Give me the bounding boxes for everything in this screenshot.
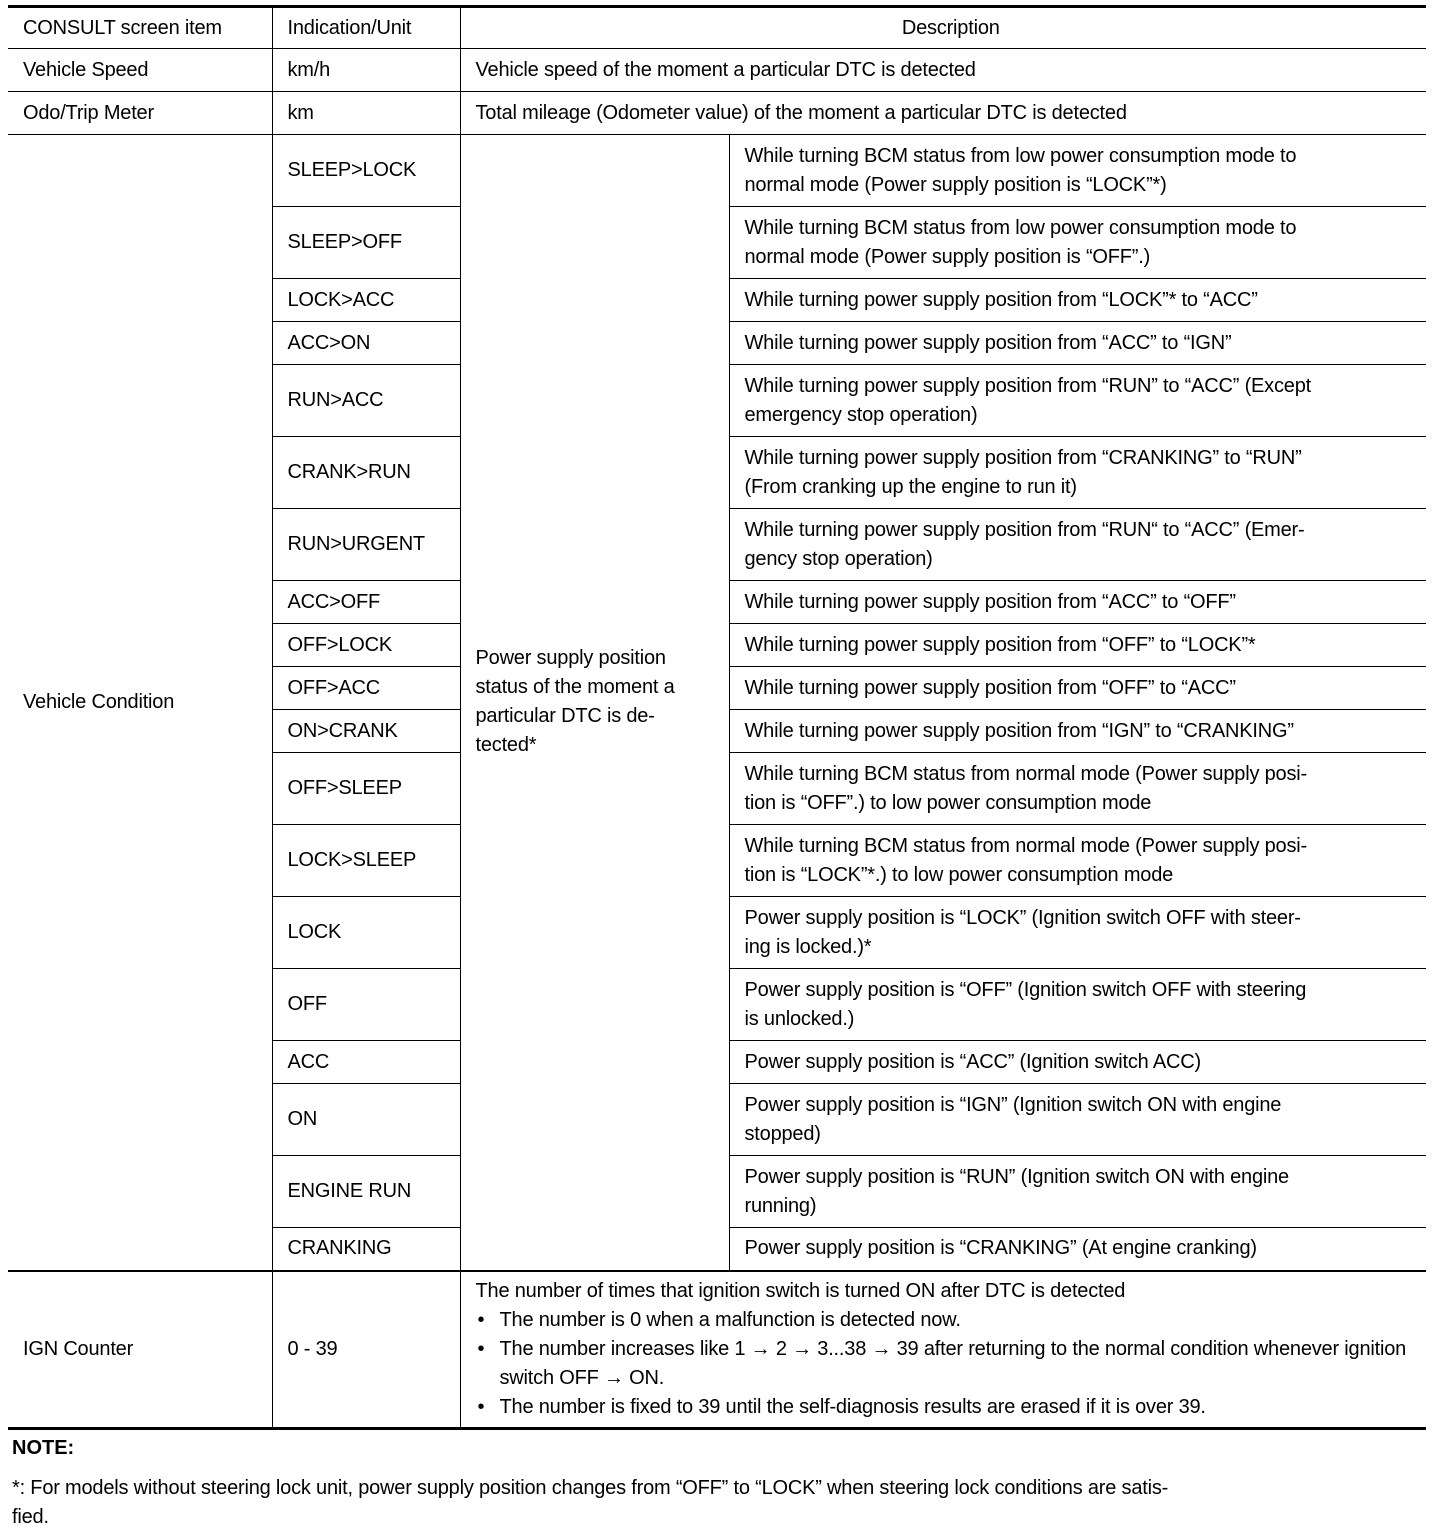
bullet-item: • The number increases like 1 → 2 → 3...38 → 39 after returning to the normal condition whenever ignition switch OFF → ON. bbox=[476, 1335, 1427, 1393]
unit-cell: RUN>ACC bbox=[272, 365, 460, 437]
unit-cell: OFF>ACC bbox=[272, 667, 460, 710]
description-cell bbox=[460, 1271, 1426, 1429]
description-cell: While turning BCM status from normal mode (Power supply posi- tion is “OFF”.) to low power consumption mode bbox=[729, 753, 1426, 825]
description-cell: Power supply position is “OFF” (Ignition switch OFF with steering is unlocked.) bbox=[729, 969, 1426, 1041]
description-cell: While turning power supply position from “RUN“ to “ACC” (Emer- gency stop operation) bbox=[729, 509, 1426, 581]
description-cell: While turning BCM status from normal mode (Power supply posi- tion is “LOCK”*.) to low power consumption mode bbox=[729, 825, 1426, 897]
ign-counter-row bbox=[8, 1271, 1426, 1429]
unit-cell: SLEEP>LOCK bbox=[272, 135, 460, 207]
bullet-item: • The number is 0 when a malfunction is detected now. bbox=[476, 1306, 1427, 1335]
description-cell: While turning power supply position from “CRANKING” to “RUN” (From cranking up the engine to run it) bbox=[729, 437, 1426, 509]
vehicle-condition-row bbox=[8, 135, 1426, 207]
description-cell: While turning power supply position from “OFF” to “ACC” bbox=[729, 667, 1426, 710]
description-cell: Power supply position is “ACC” (Ignition switch ACC) bbox=[729, 1041, 1426, 1084]
unit-cell: OFF bbox=[272, 969, 460, 1041]
description-cell: Power supply position is “CRANKING” (At engine cranking) bbox=[729, 1228, 1426, 1271]
summary-cell: Power supply position status of the moment a particular DTC is de- tected* bbox=[460, 135, 729, 1271]
description-cell: While turning power supply position from “RUN” to “ACC” (Except emergency stop operation) bbox=[729, 365, 1426, 437]
unit-cell: ACC>OFF bbox=[272, 581, 460, 624]
description-cell: Vehicle speed of the moment a particular DTC is detected bbox=[460, 49, 1426, 92]
unit-cell: ACC>ON bbox=[272, 322, 460, 365]
table-row bbox=[8, 92, 1426, 135]
note-text: *: For models without steering lock unit, power supply position changes from “OFF” to “LOCK” when steering lock conditions are satis- fied. bbox=[12, 1477, 1169, 1528]
ign-intro: The number of times that ignition switch is turned ON after DTC is detected bbox=[475, 1279, 1126, 1302]
header-unit: Indication/Unit bbox=[272, 7, 460, 49]
description-cell: Power supply position is “RUN” (Ignition switch ON with engine running) bbox=[729, 1156, 1426, 1228]
unit-cell: LOCK>SLEEP bbox=[272, 825, 460, 897]
unit-cell: ACC bbox=[272, 1041, 460, 1084]
item-cell: Odo/Trip Meter bbox=[8, 92, 272, 135]
unit-cell: ON>CRANK bbox=[272, 710, 460, 753]
description-cell: Power supply position is “IGN” (Ignition switch ON with engine stopped) bbox=[729, 1084, 1426, 1156]
item-cell: Vehicle Speed bbox=[8, 49, 272, 92]
table-row bbox=[8, 49, 1426, 92]
description-cell: Power supply position is “LOCK” (Ignition switch OFF with steer- ing is locked.)* bbox=[729, 897, 1426, 969]
description-cell: While turning power supply position from “LOCK”* to “ACC” bbox=[729, 279, 1426, 322]
description-cell: While turning power supply position from “ACC” to “OFF” bbox=[729, 581, 1426, 624]
header-item: CONSULT screen item bbox=[8, 7, 272, 49]
unit-cell: SLEEP>OFF bbox=[272, 207, 460, 279]
item-cell: IGN Counter bbox=[8, 1271, 272, 1429]
description-cell: While turning BCM status from low power consumption mode to normal mode (Power supply position is “LOCK”*) bbox=[729, 135, 1426, 207]
unit-cell: OFF>LOCK bbox=[272, 624, 460, 667]
item-cell: Vehicle Condition bbox=[8, 135, 272, 1271]
description-cell: While turning power supply position from “ACC” to “IGN” bbox=[729, 322, 1426, 365]
note-title: NOTE: bbox=[12, 1437, 75, 1459]
description-cell: While turning BCM status from low power consumption mode to normal mode (Power supply position is “OFF”.) bbox=[729, 207, 1426, 279]
unit-cell: RUN>URGENT bbox=[272, 509, 460, 581]
consult-items-table bbox=[8, 5, 1426, 1430]
description-cell: While turning power supply position from “OFF” to “LOCK”* bbox=[729, 624, 1426, 667]
unit-cell: km/h bbox=[272, 49, 460, 92]
unit-cell: CRANK>RUN bbox=[272, 437, 460, 509]
bullet-item: • The number is fixed to 39 until the self-diagnosis results are erased if it is over 39. bbox=[476, 1393, 1427, 1422]
unit-cell: km bbox=[272, 92, 460, 135]
unit-cell: LOCK bbox=[272, 897, 460, 969]
unit-cell: CRANKING bbox=[272, 1228, 460, 1271]
description-cell: Total mileage (Odometer value) of the moment a particular DTC is detected bbox=[460, 92, 1426, 135]
unit-cell: 0 - 39 bbox=[272, 1271, 460, 1429]
header-row bbox=[8, 7, 1426, 49]
unit-cell: OFF>SLEEP bbox=[272, 753, 460, 825]
header-description: Description bbox=[460, 7, 1426, 49]
unit-cell: LOCK>ACC bbox=[272, 279, 460, 322]
description-cell: While turning power supply position from “IGN” to “CRANKING” bbox=[729, 710, 1426, 753]
ign-bullet-list bbox=[476, 1306, 1427, 1422]
unit-cell: ENGINE RUN bbox=[272, 1156, 460, 1228]
unit-cell: ON bbox=[272, 1084, 460, 1156]
